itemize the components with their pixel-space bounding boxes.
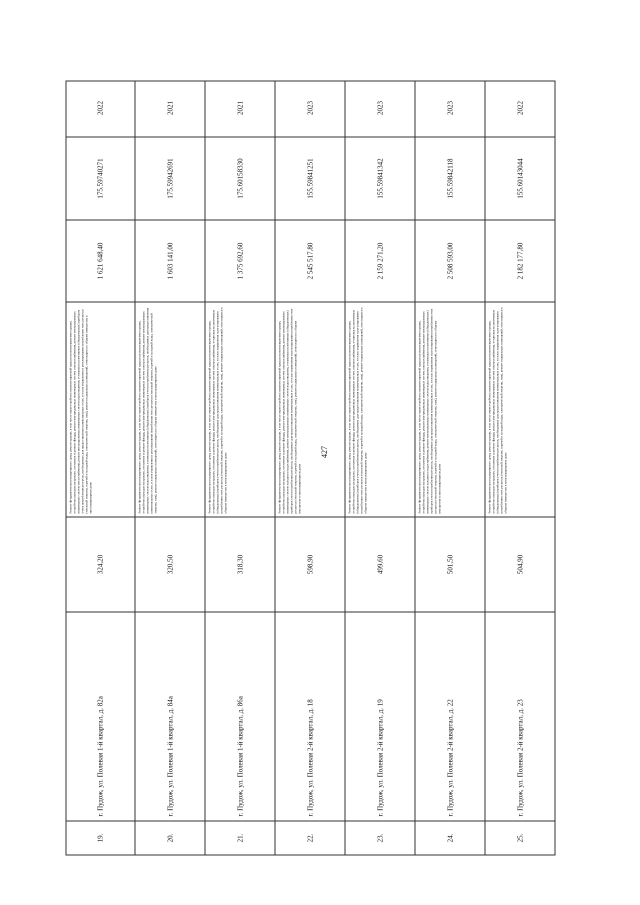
- table-row: [135, 80, 205, 855]
- page-number: 427: [320, 446, 329, 458]
- building-code-cell: 175.60158330: [205, 136, 274, 219]
- table-row: [345, 80, 415, 855]
- area-cell: 499,60: [345, 516, 414, 611]
- building-code-cell: 155.59841342: [345, 136, 414, 219]
- address-cell: г. Пудож, ул. Полевая 1-й квартал, д. 84а: [135, 611, 204, 820]
- works-list-cell: Ремонт фундамента многоквартирного дома, ремонт крыши, в том числе переустройство невентилируемой крыши на вентилируемую крышу, устройство выходов на кровлю, утепление и ремонт фасада, ремонт внутридомовых инженерных систем электроснабжения, установка коллективных (общедомовых) приборов учета потребления ресурсов, необходимых для предоставления коммунальных услуг, и узлов управления и регулирования потребления этих ресурсов (тепловой энергии, горячей и холодной воды, электрической энергии, газа), ремонт подвальных помещений, относящихся к общему имуществу в многоквартирном доме: [485, 301, 554, 516]
- address-cell: г. Пудож, ул. Полевая 1-й квартал, д. 86а: [205, 611, 274, 820]
- cost-cell: 1 603 141,00: [135, 219, 204, 301]
- year-cell: 2022: [515, 100, 524, 115]
- building-code-cell: 155.59841251: [275, 136, 344, 219]
- area-cell: 318,30: [205, 516, 274, 611]
- building-code-cell: 155.60143044: [485, 136, 554, 219]
- cost-cell: 2 159 271,20: [345, 219, 414, 301]
- building-code-cell: 155.59842118: [415, 136, 484, 219]
- row-number: 24.: [415, 820, 484, 854]
- works-list-cell: Ремонт фундамента многоквартирного дома, ремонт крыши, в том числе переустройство невентилируемой крыши на вентилируемую крышу, устройство выходов на кровлю, утепление и ремонт фасада, ремонт внутридомовых инженерных систем электроснабжения, ремонт внутридомовых инженерных систем водоотведения, установка коллективных (общедомовых) приборов учета потребления ресурсов, необходимых для предоставления коммунальных услуг, и узлов управления и регулирования потребления этих ресурсов (тепловой энергии, горячей и холодной воды, электрической энергии, газа), ремонт подвальных помещений, относящихся к общему имуществу в многоквартирном доме: [135, 301, 204, 516]
- cost-cell: 1 375 692,60: [205, 219, 274, 301]
- table-row: [415, 80, 485, 855]
- cost-cell: 2 508 593,00: [415, 219, 484, 301]
- works-list-cell: Ремонт фундамента многоквартирного дома, ремонт крыши, в том числе переустройство невентилируемой крыши на вентилируемую крышу, устройство выходов на кровлю, утепление и ремонт фасада, ремонт внутридомовых инженерных систем электроснабжения, установка коллективных (общедомовых) приборов учета потребления ресурсов, необходимых для предоставления коммунальных услуг, и узлов управления и регулирования потребления этих ресурсов (тепловой энергии, горячей и холодной воды, электрической энергии, газа), ремонт подвальных помещений, относящихся к общему имуществу в многоквартирном доме: [345, 301, 414, 516]
- year-cell: 2023: [305, 100, 314, 115]
- area-cell: 598,90: [275, 516, 344, 611]
- area-cell: 324,20: [66, 516, 134, 611]
- row-number: 23.: [345, 820, 414, 854]
- year-cell: 2022: [96, 100, 104, 115]
- row-number: 19.: [66, 820, 134, 854]
- address-cell: г. Пудож, ул. Полевая 2-й квартал, д. 22: [415, 611, 484, 820]
- row-number: 21.: [205, 820, 274, 854]
- address-cell: г. Пудож, ул. Полевая 2-й квартал, д. 19: [345, 611, 414, 820]
- year-cell: 2021: [165, 100, 174, 115]
- works-list-cell: Ремонт фундамента многоквартирного дома, ремонт крыши, в том числе переустройство невентилируемой крыши на вентилируемую крышу, устройство выходов на кровлю, утепление и ремонт фасада, ремонт внутридомовых инженерных систем электроснабжения, установка коллективных (общедомовых) приборов учета потребления ресурсов, необходимых для предоставления коммунальных услуг, и узлов управления и регулирования потребления этих ресурсов (тепловой энергии, горячей и холодной воды, электрической энергии, газа), ремонт подвальных помещений, относящихся к общему имуществу в многоквартирном доме: [205, 301, 274, 516]
- cost-cell: 2 182 177,80: [485, 219, 554, 301]
- building-code-cell: 175.59740271: [66, 136, 134, 219]
- cost-cell: 1 621 648,40: [66, 219, 134, 301]
- building-code-cell: 175.59942691: [135, 136, 204, 219]
- area-cell: 501,50: [415, 516, 484, 611]
- year-cell: 2021: [235, 100, 244, 115]
- area-cell: 504,90: [485, 516, 554, 611]
- address-cell: г. Пудож, ул. Полевая 2-й квартал, д. 23: [485, 611, 554, 820]
- works-list-cell: Ремонт фундамента многоквартирного дома, ремонт крыши, в том числе переустройство невентилируемой крыши на вентилируемую крышу, устройство выходов на кровлю, утепление и ремонт фасада, ремонт внутридомовых инженерных систем электроснабжения, ремонт внутридомовых инженерных систем теплоснабжения, ремонт внутридомовых инженерных систем водоотведения, установка коллективных (общедомовых) приборов учета потребления ресурсов, необходимых для предоставления коммунальных услуг, и узлов управления и регулирования потребления этих ресурсов (тепловой энергии, горячей и холодной воды, электрической энергии, газа), ремонт подвальных помещений, относящихся к общему имуществу в многоквартирном доме: [66, 301, 134, 516]
- year-cell: 2023: [375, 100, 384, 115]
- table-row: [275, 80, 345, 855]
- address-cell: г. Пудож, ул. Полевая 1-й квартал, д. 82а: [66, 611, 134, 820]
- row-number: 22.: [275, 820, 344, 854]
- address-cell: г. Пудож, ул. Полевая 2-й квартал, д. 18: [275, 611, 344, 820]
- table-row: [205, 80, 275, 855]
- works-list-cell: Ремонт фундамента многоквартирного дома, ремонт крыши, в том числе переустройство невентилируемой крыши на вентилируемую крышу, устройство выходов на кровлю, утепление и ремонт фасада, ремонт внутридомовых инженерных систем электроснабжения, ремонт внутридомовых инженерных систем холодного водоснабжения, ремонт внутридомовых инженерных систем водоотведения, установка коллективных (общедомовых) приборов учета потребления ресурсов, необходимых для предоставления коммунальных услуг, и узлов управления и регулирования потребления этих ресурсов (тепловой энергии, горячей и холодной воды, электрической энергии, газа), ремонт подвальных помещений, относящихся к общему имуществу в многоквартирном доме: [275, 301, 344, 516]
- repair-table-area: [65, 80, 555, 855]
- repair-table: [65, 80, 555, 855]
- works-list-cell: Ремонт фундамента многоквартирного дома, ремонт крыши, в том числе переустройство невентилируемой крыши на вентилируемую крышу, устройство выходов на кровлю, утепление и ремонт фасада, ремонт внутридомовых инженерных систем электроснабжения, ремонт внутридомовых инженерных систем холодного водоснабжения, ремонт внутридомовых инженерных систем водоотведения, установка коллективных (общедомовых) приборов учета потребления ресурсов, необходимых для предоставления коммунальных услуг, и узлов управления и регулирования потребления этих ресурсов (тепловой энергии, горячей и холодной воды, электрической энергии, газа), ремонт подвальных помещений, относящихся к общему имуществу в многоквартирном доме: [415, 301, 484, 516]
- row-number: 25.: [485, 820, 554, 854]
- area-cell: 320,50: [135, 516, 204, 611]
- table-row: [485, 80, 555, 855]
- year-cell: 2023: [445, 100, 454, 115]
- cost-cell: 2 545 517,80: [275, 219, 344, 301]
- table-row: [65, 80, 135, 855]
- row-number: 20.: [135, 820, 204, 854]
